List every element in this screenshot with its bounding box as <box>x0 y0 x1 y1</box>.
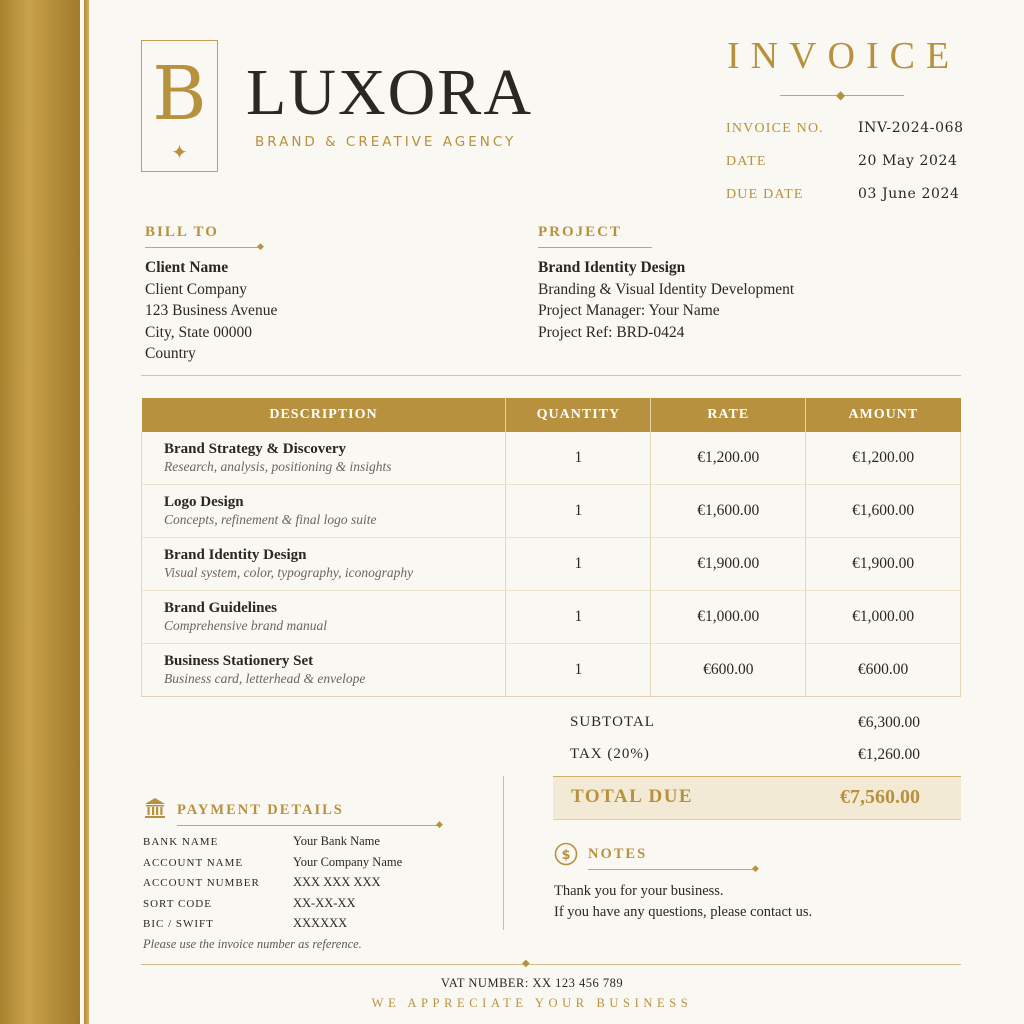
table-row <box>142 644 961 697</box>
table-row <box>142 432 961 485</box>
item-subtitle: Concepts, refinement & final logo suite <box>164 512 377 527</box>
svg-text:$: $ <box>561 848 571 863</box>
item-description <box>142 644 506 697</box>
payment-rule <box>177 825 439 826</box>
header-description: DESCRIPTION <box>142 398 506 432</box>
bill-to-address <box>145 257 277 365</box>
item-amount: €1,200.00 <box>806 432 961 485</box>
footer-tagline: WE APPRECIATE YOUR BUSINESS <box>371 996 693 1010</box>
invoice-date-label: DATE <box>726 154 767 169</box>
account-name-label: ACCOUNT NAME <box>143 857 244 869</box>
bic-value: XXXXXX <box>293 916 348 930</box>
table-header-row <box>142 398 961 432</box>
notes-text <box>554 881 812 923</box>
item-title: Brand Identity Design <box>164 547 307 563</box>
item-rate: €1,000.00 <box>651 591 806 644</box>
notes-heading: NOTES <box>588 846 648 862</box>
brand-tagline: BRAND & CREATIVE AGENCY <box>255 134 517 150</box>
diamond-icon: ◆ <box>522 958 530 969</box>
dollar-coin-icon <box>554 842 578 866</box>
bank-name: Your Bank Name <box>293 834 380 848</box>
subtotal-value: €6,300.00 <box>858 714 920 731</box>
notes-rule <box>588 869 754 870</box>
diamond-icon: ◆ <box>436 820 443 830</box>
table-row <box>142 538 961 591</box>
account-number: XXX XXX XXX <box>293 875 381 889</box>
payment-heading: PAYMENT DETAILS <box>177 802 344 818</box>
invoice-date: 20 May 2024 <box>858 153 958 169</box>
item-quantity: 1 <box>506 591 651 644</box>
sort-code-label: SORT CODE <box>143 898 212 910</box>
diamond-icon: ◆ <box>752 864 759 874</box>
item-rate: €1,200.00 <box>651 432 806 485</box>
item-rate: €600.00 <box>651 644 806 697</box>
notes-line-2: If you have any questions, please contact us. <box>554 904 813 920</box>
bank-name-label: BANK NAME <box>143 836 219 848</box>
invoice-title: INVOICE <box>727 35 961 77</box>
tax-value: €1,260.00 <box>858 746 920 763</box>
item-title: Brand Strategy & Discovery <box>164 441 347 457</box>
item-description <box>142 432 506 485</box>
item-description <box>142 485 506 538</box>
client-name: Client Name <box>145 259 229 276</box>
item-subtitle: Comprehensive brand manual <box>164 618 327 633</box>
footer-rule <box>141 964 961 965</box>
notes-line-1: Thank you for your business. <box>554 883 724 899</box>
account-name: Your Company Name <box>293 855 403 869</box>
header-amount: AMOUNT <box>806 398 961 432</box>
vat-number: VAT NUMBER: XX 123 456 789 <box>440 976 624 990</box>
item-amount: €1,600.00 <box>806 485 961 538</box>
sort-code: XX-XX-XX <box>293 896 356 910</box>
client-city: City, State 00000 <box>145 323 253 341</box>
column-divider <box>503 776 504 930</box>
client-street: 123 Business Avenue <box>145 302 278 319</box>
item-title: Business Stationery Set <box>164 653 314 669</box>
diamond-icon: ◆ <box>836 88 846 102</box>
item-amount: €1,900.00 <box>806 538 961 591</box>
project-rule <box>538 247 652 248</box>
item-description <box>142 538 506 591</box>
item-subtitle: Business card, letterhead & envelope <box>164 671 366 686</box>
account-number-label: ACCOUNT NUMBER <box>143 877 260 889</box>
project-title: Brand Identity Design <box>538 259 686 276</box>
gold-side-line <box>84 0 89 1024</box>
total-due-value: €7,560.00 <box>840 786 920 808</box>
table-row <box>142 591 961 644</box>
item-quantity: 1 <box>506 538 651 591</box>
bill-to-heading: BILL TO <box>145 224 219 240</box>
item-amount: €600.00 <box>806 644 961 697</box>
bank-icon <box>143 797 167 819</box>
client-country: Country <box>145 345 196 362</box>
item-quantity: 1 <box>506 485 651 538</box>
item-rate: €1,600.00 <box>651 485 806 538</box>
diamond-icon: ◆ <box>257 242 264 252</box>
project-details <box>538 257 794 343</box>
invoice-number: INV-2024-068 <box>858 120 964 136</box>
payment-note: Please use the invoice number as reference. <box>143 937 362 951</box>
item-title: Logo Design <box>164 494 244 510</box>
total-due-label: TOTAL DUE <box>571 786 694 807</box>
section-divider <box>141 375 961 376</box>
logo-monogram: B <box>152 51 207 137</box>
client-company: Client Company <box>145 280 248 298</box>
project-heading: PROJECT <box>538 224 623 240</box>
item-amount: €1,000.00 <box>806 591 961 644</box>
line-items-table <box>141 398 961 697</box>
table-row <box>142 485 961 538</box>
header-rate: RATE <box>651 398 806 432</box>
project-ref: Project Ref: BRD-0424 <box>538 323 685 341</box>
tax-label: TAX (20%) <box>570 746 650 762</box>
sparkle-icon: ✦ <box>171 140 188 164</box>
header-quantity: QUANTITY <box>506 398 651 432</box>
subtotal-label: SUBTOTAL <box>570 714 655 730</box>
item-quantity: 1 <box>506 432 651 485</box>
item-rate: €1,900.00 <box>651 538 806 591</box>
due-date: 03 June 2024 <box>858 186 960 202</box>
bill-to-rule <box>145 247 261 248</box>
invoice-number-label: INVOICE NO. <box>726 121 824 136</box>
brand-name: LUXORA <box>246 56 533 129</box>
item-title: Brand Guidelines <box>164 600 277 616</box>
item-subtitle: Research, analysis, positioning & insights <box>164 459 392 474</box>
gold-side-band <box>0 0 80 1024</box>
item-description <box>142 591 506 644</box>
item-quantity: 1 <box>506 644 651 697</box>
project-manager: Project Manager: Your Name <box>538 302 720 319</box>
project-subtitle: Branding & Visual Identity Development <box>538 280 795 298</box>
due-date-label: DUE DATE <box>726 187 804 202</box>
item-subtitle: Visual system, color, typography, iconography <box>164 565 414 580</box>
bic-label: BIC / SWIFT <box>143 918 214 930</box>
